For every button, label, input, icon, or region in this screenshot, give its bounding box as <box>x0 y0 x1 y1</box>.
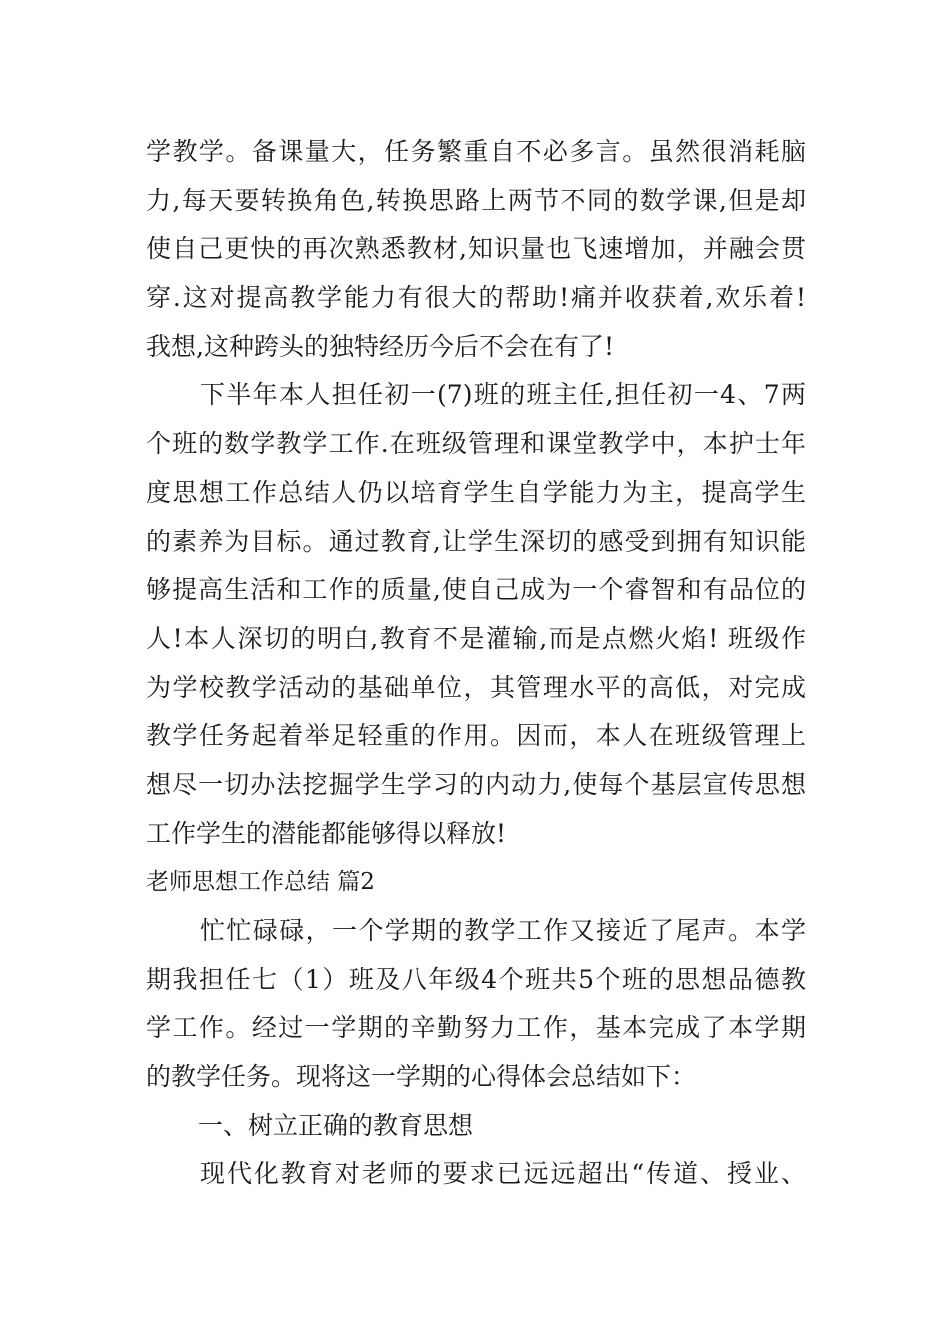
text-line: 下半年本人担任初一(7)班的班主任,担任初一4、7两 <box>200 380 806 410</box>
text-line: 学教学。备课量大，任务繁重自不必多言。虽然很消耗脑 <box>146 137 806 166</box>
document-body <box>146 128 806 1199</box>
text-line: 学工作。经过一学期的辛勤努力工作，基本完成了本学期 <box>146 1013 806 1043</box>
text-line: 穿.这对提高教学能力有很大的帮助!痛并收获着,欢乐着! <box>146 283 806 313</box>
text-line: 忙忙碌碌，一个学期的教学工作又接近了尾声。本学 <box>200 916 806 945</box>
text-line: 个班的数学教学工作.在班级管理和课堂教学中，本护士年 <box>146 429 806 459</box>
text-line: 度思想工作总结人仍以培育学生自学能力为主，提高学生 <box>146 477 806 507</box>
text-line: 教学任务起着举足轻重的作用。因而，本人在班级管理上 <box>146 721 806 751</box>
text-line: 的素养为目标。通过教育,让学生深切的感受到拥有知识能 <box>146 526 806 556</box>
text-line: 为学校教学活动的基础单位，其管理水平的高低，对完成 <box>146 672 806 702</box>
section-heading: 老师思想工作总结 篇2 <box>146 869 375 896</box>
text-line: 力,每天要转换角色,转换思路上两节不同的数学课,但是却 <box>146 185 806 215</box>
text-line: 期我担任七（1）班及八年级4个班共5个班的思想品德教 <box>146 964 806 994</box>
subsection-heading: 一、树立正确的教育思想 <box>198 1110 474 1140</box>
paragraph-1 <box>146 128 806 371</box>
paragraph-2 <box>146 371 806 858</box>
paragraph-3 <box>146 907 806 1102</box>
paragraph-4 <box>146 1150 806 1199</box>
text-line: 够提高生活和工作的质量,使自己成为一个睿智和有品位的 <box>146 575 806 605</box>
text-line: 使自己更快的再次熟悉教材,知识量也飞速增加，并融会贯 <box>146 234 806 264</box>
text-line: 的教学任务。现将这一学期的心得体会总结如下： <box>146 1062 697 1092</box>
text-line: 工作学生的潜能都能够得以释放! <box>146 818 507 848</box>
text-line: 现代化教育对老师的要求已远远超出“传道、授业、 <box>200 1159 806 1189</box>
text-line: 想尽一切办法挖掘学生学习的内动力,使每个基层宣传思想 <box>146 769 806 799</box>
text-line: 我想,这种跨头的独特经历今后不会在有了! <box>146 331 614 361</box>
text-line: 人!本人深切的明白,教育不是灌输,而是点燃火焰! 班级作 <box>146 623 806 653</box>
